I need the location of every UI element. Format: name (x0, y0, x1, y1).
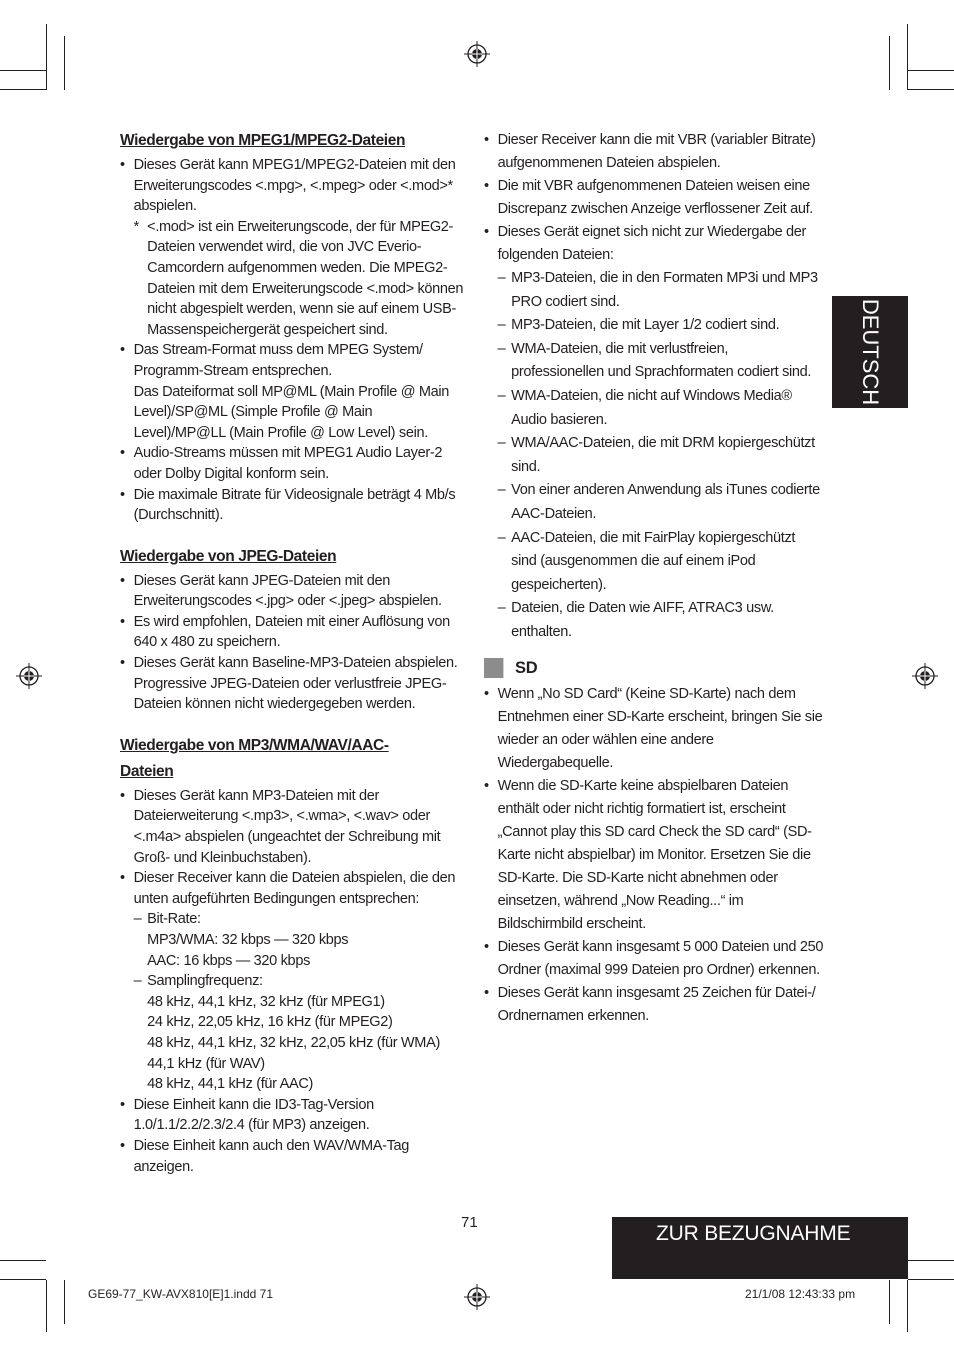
list-item: – Von einer anderen Anwendung als iTunes codierte AAC-Dateien. (498, 478, 824, 525)
crop-mark (908, 70, 954, 71)
playback-notes-list (484, 128, 824, 644)
list-item: • Dieser Receiver kann die mit VBR (variabler Bitrate) aufgenommenen Dateien abspielen. (484, 128, 824, 174)
crop-mark (0, 1260, 46, 1261)
list-item: • Dieses Gerät kann JPEG-Dateien mit den Erweiterungscodes <.jpg> oder <.jpeg> abspielen. (120, 571, 465, 612)
condition-value: 44,1 kHz (für WAV) (147, 1054, 265, 1072)
left-column (120, 128, 465, 1177)
unsupported-files-list (498, 266, 824, 644)
jpeg-list (120, 571, 465, 715)
sd-list (484, 682, 824, 1027)
list-item-text: Dieses Gerät kann MPEG1/MPEG2-Dateien mit den Erweiterungscodes <.mpg>, <.mpeg> oder <.mod>* abspielen. (133, 156, 456, 215)
heading-line: Wiedergabe von MP3/WMA/WAV/AAC- (120, 736, 389, 754)
condition-label: Samplingfrequenz: (147, 972, 263, 990)
registration-mark-icon (16, 663, 42, 689)
registration-mark-icon (464, 41, 490, 67)
heading-line: Dateien (120, 762, 174, 780)
footer-timestamp: 21/1/08 12:43:33 pm (745, 1287, 856, 1301)
list-item: • Wenn „No SD Card“ (Keine SD-Karte) nach dem Entnehmen einer SD-Karte erscheint, bringen Sie sie wieder an oder wählen eine andere Wiedergabequelle. (484, 682, 824, 774)
list-item: • Es wird empfohlen, Dateien mit einer Auflösung von 640 x 480 zu speichern. (120, 612, 465, 653)
condition-value: MP3/WMA: 32 kbps — 320 kbps (147, 931, 349, 948)
language-tab-label: DEUTSCH (858, 298, 883, 406)
list-item: – WMA-Dateien, die mit verlustfreien, professionellen und Sprachformaten codiert sind. (498, 337, 824, 384)
list-item (120, 155, 465, 340)
list-item: – WMA/AAC-Dateien, die mit DRM kopiergeschützt sind. (498, 431, 824, 478)
list-item (484, 220, 824, 644)
list-item: • Wenn die SD-Karte keine abspielbaren Dateien enthält oder nicht richtig formatiert ist, erscheint „Cannot play this SD card Check the SD card“ (SD-Karte nicht abspielbar) im Monitor. Ersetzen Sie die SD-Karte. Die SD-Karte nicht abnehmen oder einsetzen, während „Now Reading...“ im Bildschirmbild erscheint. (484, 774, 824, 935)
conditions-list (134, 909, 465, 1094)
mpeg-list (120, 155, 465, 526)
list-item (120, 868, 465, 1095)
condition-value: AAC: 16 kbps — 320 kbps (147, 951, 311, 969)
condition-value: 24 kHz, 22,05 kHz, 16 kHz (für MPEG2) (147, 1013, 393, 1031)
list-item (120, 340, 465, 443)
crop-mark (0, 89, 46, 90)
sd-section-heading (484, 658, 824, 679)
list-item: – WMA-Dateien, die nicht auf Windows Media® Audio basieren. (498, 384, 824, 431)
section-heading-jpeg: Wiedergabe von JPEG-Dateien (120, 547, 337, 565)
list-item: • Die mit VBR aufgenommenen Dateien weisen eine Discrepanz zwischen Anzeige verflossener Zeit auf. (484, 174, 824, 220)
list-item: – MP3-Dateien, die mit Layer 1/2 codiert sind. (498, 313, 824, 337)
crop-mark (0, 1279, 46, 1280)
condition-value: 48 kHz, 44,1 kHz (für AAC) (147, 1075, 313, 1093)
crop-mark (889, 1280, 890, 1324)
list-item: – AAC-Dateien, die mit FairPlay kopiergeschützt sind (ausgenommen die auf einem iPod gespeicherten). (498, 526, 824, 597)
footer-file-info: GE69-77_KW-AVX810[E]1.indd 71 (88, 1287, 274, 1301)
list-item-text: Dieses Gerät eignet sich nicht zur Wiedergabe der folgenden Dateien: (497, 223, 807, 263)
right-column (484, 128, 824, 1027)
list-item: • Diese Einheit kann die ID3-Tag-Version 1.0/1.1/2.2/2.3/2.4 (für MP3) anzeigen. (120, 1095, 465, 1136)
list-item: • Dieses Gerät kann Baseline-MP3-Dateien abspielen. Progressive JPEG-Dateien oder verlustfreie JPEG-Dateien können nicht wiedergegeben werden. (120, 653, 465, 715)
list-item: • Die maximale Bitrate für Videosignale beträgt 4 Mb/s (Durchschnitt). (120, 485, 465, 526)
crop-mark (0, 70, 46, 71)
footnote-marker: * (133, 217, 139, 235)
language-tab (832, 296, 908, 408)
crop-mark (64, 36, 65, 90)
registration-mark-icon (912, 663, 938, 689)
section-tab (612, 1217, 908, 1279)
list-item: • Dieses Gerät kann insgesamt 5 000 Dateien und 250 Ordner (maximal 999 Dateien pro Ordner) erkennen. (484, 935, 824, 981)
condition-bitrate (134, 909, 465, 971)
footnote (134, 217, 465, 341)
list-item-text: Das Stream-Format muss dem MPEG System/ Programm-Stream entsprechen. (133, 341, 423, 379)
section-heading-mp3 (120, 733, 465, 785)
footnote-text: <.mod> ist ein Erweiterungscode, der für MPEG2-Dateien verwendet wird, die von JVC Everio-Camcordern aufgenommen weden. Die MPEG2-Dateien mit dem Erweiterungscode <.mod> können nicht abgespielt werden, wenn sie auf einem USB-Massenspeichergerät gespeichert sind. (147, 217, 464, 338)
sd-title: SD (515, 657, 538, 677)
section-square-icon (484, 658, 503, 678)
condition-value: 48 kHz, 44,1 kHz, 32 kHz (für MPEG1) (147, 992, 385, 1010)
list-item: • Dieses Gerät kann MP3-Dateien mit der Dateierweiterung <.mp3>, <.wma>, <.wav> oder <.m4a> abspielen (ungeachtet der Schreibung mit Groß- und Kleinbuchstaben). (120, 786, 465, 868)
condition-value: 48 kHz, 44,1 kHz, 32 kHz, 22,05 kHz (für WMA) (147, 1033, 440, 1051)
list-item: – Dateien, die Daten wie AIFF, ATRAC3 usw. enthalten. (498, 596, 824, 643)
list-item: • Dieses Gerät kann insgesamt 25 Zeichen für Datei-/ Ordnernamen erkennen. (484, 981, 824, 1027)
crop-mark (908, 1279, 954, 1280)
mp3-list (120, 786, 465, 1177)
list-item-text: Dieser Receiver kann die Dateien abspielen, die den unten aufgeführten Bedingungen entsprechen: (133, 869, 456, 907)
crop-mark (889, 36, 890, 90)
list-item-continuation: Das Dateiformat soll MP@ML (Main Profile @ Main Level)/SP@ML (Simple Profile @ Main Level)/MP@LL (Main Profile @ Low Level) sein. (133, 382, 450, 441)
crop-mark (908, 1260, 954, 1261)
crop-mark (46, 24, 47, 90)
page-number: 71 (461, 1214, 478, 1231)
section-tab-label: ZUR BEZUGNAHME (656, 1222, 851, 1245)
registration-mark-icon (464, 1284, 490, 1310)
crop-mark (908, 89, 954, 90)
condition-label: Bit-Rate: (147, 910, 201, 928)
condition-sampling (134, 971, 465, 1095)
list-item: – MP3-Dateien, die in den Formaten MP3i und MP3 PRO codiert sind. (498, 266, 824, 313)
list-item: • Diese Einheit kann auch den WAV/WMA-Tag anzeigen. (120, 1136, 465, 1177)
crop-mark (64, 1280, 65, 1324)
crop-mark (46, 1280, 47, 1332)
section-heading-mpeg: Wiedergabe von MPEG1/MPEG2-Dateien (120, 132, 406, 149)
crop-mark (907, 24, 908, 90)
crop-mark (907, 1280, 908, 1332)
list-item: • Audio-Streams müssen mit MPEG1 Audio Layer-2 oder Dolby Digital konform sein. (120, 443, 465, 484)
